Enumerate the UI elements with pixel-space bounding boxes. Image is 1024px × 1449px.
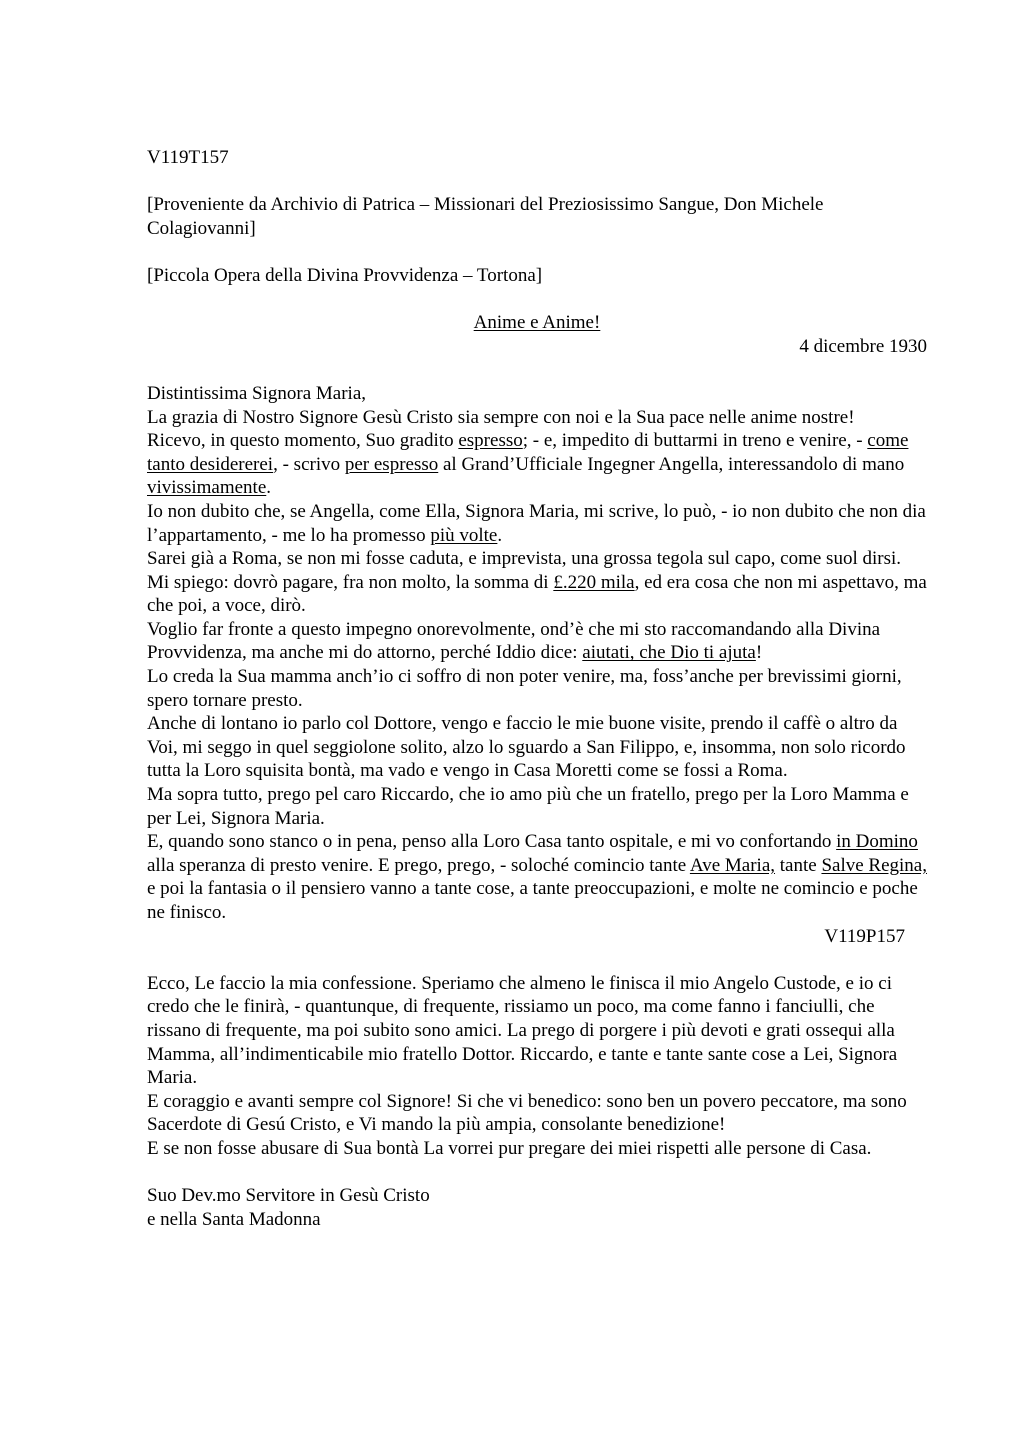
- letter-date: 4 dicembre 1930: [799, 335, 927, 357]
- letter-page: [147, 146, 927, 1231]
- paragraph-3: Io non dubito che, se Angella, come Ella, Signora Maria, mi scrive, lo può, - io non dubito che non dia l’appartamento, - me lo ha promesso più volte.: [147, 500, 926, 546]
- closing-line-1: Suo Dev.mo Servitore in Gesù Cristo: [147, 1185, 430, 1207]
- paragraph-11: E coraggio e avanti sempre col Signore! Si che vi benedico: sono ben un povero peccatore, ma sono Sacerdote di Gesú Cristo, e Vi mando la più ampia, consolante benedizione!: [147, 1090, 907, 1136]
- spacer: [147, 170, 927, 194]
- paragraph-1: La grazia di Nostro Signore Gesù Cristo sia sempre con noi e la Sua pace nelle anime nostre!: [147, 406, 855, 428]
- document-reference: V119T157: [147, 147, 229, 168]
- salutation: Distintissima Signora Maria,: [147, 382, 367, 404]
- paragraph-9: E, quando sono stanco o in pena, penso alla Loro Casa tanto ospitale, e mi vo confortando in Domino alla speranza di presto venire. E prego, prego, - soloché comincio tante Ave Maria, tante Salve Regina, e poi la fantasia o il pensiero vanno a tante cose, a tante preoccupazioni, e molte ne comincio e poche ne finisco.: [147, 831, 927, 923]
- provenance-note: [Proveniente da Archivio di Patrica – Missionari del Preziosissimo Sangue, Don Michele Colagiovanni]: [147, 194, 824, 239]
- spacer: [147, 288, 927, 312]
- paragraph-5: Voglio far fronte a questo impegno onorevolmente, ond’è che mi sto raccomandando alla Divina Provvidenza, ma anche mi do attorno, perché Iddio dice: aiutati, che Dio ti ajuta!: [147, 618, 881, 664]
- paragraph-2: Ricevo, in questo momento, Suo gradito espresso; - e, impedito di buttarmi in treno e venire, - come tanto desidererei, - scrivo per espresso al Grand’Ufficiale Ingegner Angella, interessandolo di mano vivissimamente.: [147, 430, 909, 499]
- page-reference: V119P157: [824, 925, 905, 947]
- paragraph-12: E se non fosse abusare di Sua bontà La vorrei pur pregare dei miei rispetti alle persone di Casa.: [147, 1137, 872, 1159]
- paragraph-7: Anche di lontano io parlo col Dottore, vengo e faccio le mie buone visite, prendo il caffè o altro da Voi, mi seggo in quel seggiolone solito, alzo lo sguardo a San Filippo, e, insomma, non solo ricordo tutta la Loro squisita bontà, ma vado e vengo in Casa Moretti come se fossi a Roma.: [147, 713, 906, 782]
- letter-title-text: Anime e Anime!: [473, 312, 601, 334]
- institution-note: [Piccola Opera della Divina Provvidenza – Tortona]: [147, 264, 543, 286]
- spacer: [147, 1161, 927, 1185]
- closing-line-2: e nella Santa Madonna: [147, 1208, 321, 1230]
- paragraph-10: Ecco, Le faccio la mia confessione. Speriamo che almeno le finisca il mio Angelo Custode, e io ci credo che le finirà, - quantunque, di frequente, rissiamo un poco, ma come fanno i fanciulli, che rissano di frequente, ma poi subito sono amici. La prego di porgere i più devoti e grati ossequi alla Mamma, all’indimenticabile mio fratello Dottor. Riccardo, e tante e tante sante cose a Lei, Signora Maria.: [147, 972, 898, 1089]
- paragraph-4: Sarei già a Roma, se non mi fosse caduta, e imprevista, una grossa tegola sul capo, come suol dirsi. Mi spiego: dovrò pagare, fra non molto, la somma di £.220 mila, ed era cosa che non mi aspettavo, ma che poi, a voce, dirò.: [147, 548, 927, 617]
- letter-title: [147, 311, 927, 335]
- spacer: [147, 358, 927, 382]
- spacer: [147, 240, 927, 264]
- paragraph-8: Ma sopra tutto, prego pel caro Riccardo, che io amo più che un fratello, prego per la Loro Mamma e per Lei, Signora Maria.: [147, 784, 909, 829]
- paragraph-6: Lo creda la Sua mamma anch’io ci soffro di non poter venire, ma, foss’anche per brevissimi giorni, spero tornare presto.: [147, 666, 902, 711]
- spacer: [147, 948, 927, 972]
